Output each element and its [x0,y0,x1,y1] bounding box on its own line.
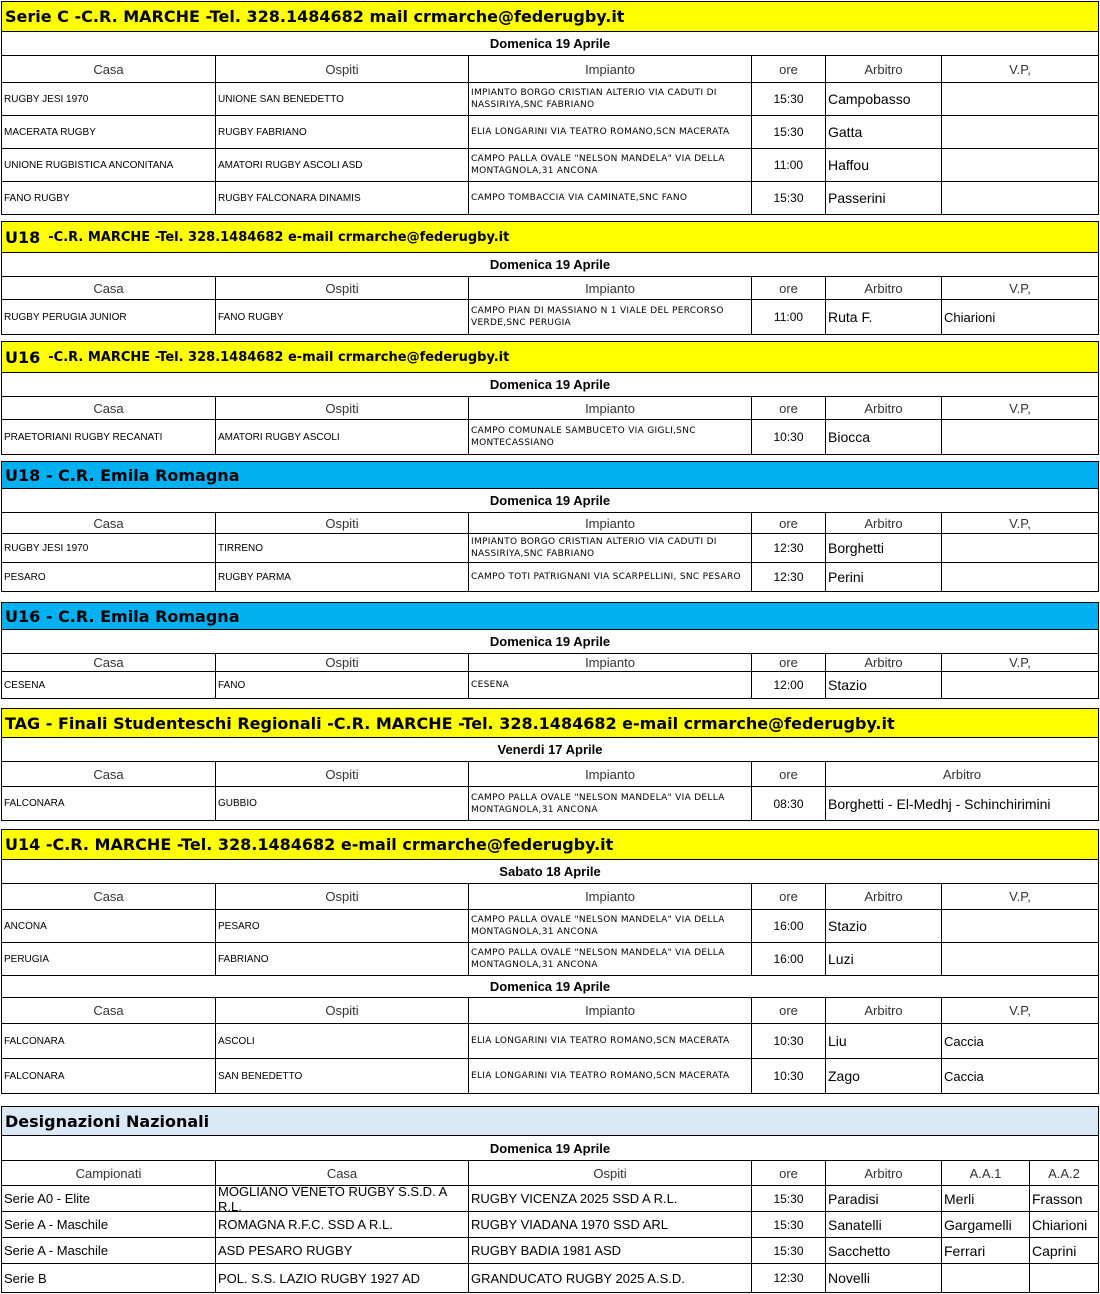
cell-ore: 15:30 [752,116,826,149]
section-header-u16-marche [1,341,1099,373]
column-header-vp: V.P, [942,513,1099,534]
cell-casa: PRAETORIANI RUGBY RECANATI [1,420,216,455]
column-header-arbitro: Arbitro [826,998,942,1024]
cell-ospiti: RUGBY FABRIANO [216,116,469,149]
cell-ore: 15:30 [752,182,826,215]
date-row: Domenica 19 Aprile [1,253,1099,277]
section-header-u16-er [1,602,1099,630]
column-header-ospiti: Ospiti [216,277,469,300]
cell-impianto: CAMPO TOTI PATRIGNANI VIA SCARPELLINI, SNC PESARO [469,563,752,592]
table-row [1,672,1099,699]
column-header-arbitro: Arbitro [826,654,942,672]
cell-aa2 [1030,1264,1099,1293]
table-row [1,149,1099,182]
date-row: Sabato 18 Aprile [1,860,1099,884]
column-header-ore: ore [752,654,826,672]
cell-ore: 08:30 [752,787,826,821]
cell-ospiti: AMATORI RUGBY ASCOLI [216,420,469,455]
cell-impianto: CAMPO COMUNALE SAMBUCETO VIA GIGLI,SNC MONTECASSIANO [469,420,752,455]
cell-ospiti: ASCOLI [216,1024,469,1059]
cell-casa: FALCONARA [1,1024,216,1059]
cell-impianto: CAMPO PALLA OVALE "NELSON MANDELA" VIA DELLA MONTAGNOLA,31 ANCONA [469,787,752,821]
table-row [1,116,1099,149]
column-header-vp: V.P, [942,884,1099,910]
cell-arbitro: Borghetti [826,534,942,563]
cell-ore: 12:30 [752,563,826,592]
cell-impianto: IMPIANTO BORGO CRISTIAN ALTERIO VIA CADUTI DI NASSIRIYA,SNC FABRIANO [469,83,752,116]
cell-casa: CESENA [1,672,216,699]
column-header-ospiti: Ospiti [216,56,469,83]
date-row: Domenica 19 Aprile [1,32,1099,56]
column-header-row [1,1161,1099,1186]
national-row [1,1212,1099,1238]
cell-ore: 15:30 [752,1238,826,1264]
cell-vp [942,116,1099,149]
table-row [1,787,1099,821]
table-row [1,943,1099,976]
cell-campionato: Serie A - Maschile [1,1238,216,1264]
column-header-campionati: Campionati [1,1161,216,1186]
column-header-casa: Casa [1,513,216,534]
section-title: -C.R. MARCHE -Tel. 328.1484682 e-mail crmarche@federugby.it [48,349,510,365]
column-header-impianto: Impianto [469,56,752,83]
cell-vp [942,910,1099,943]
table-row [1,300,1099,335]
column-header-arbitro: Arbitro [826,56,942,83]
column-header-arbitro: Arbitro [826,1161,942,1186]
cell-casa: PERUGIA [1,943,216,976]
column-header-row [1,397,1099,420]
cell-vp [942,534,1099,563]
cell-ospiti: FABRIANO [216,943,469,976]
cell-ospiti: RUGBY FALCONARA DINAMIS [216,182,469,215]
column-header-casa: Casa [1,762,216,787]
column-header-vp: V.P, [942,397,1099,420]
cell-vp [942,563,1099,592]
cell-arbitro: Biocca [826,420,942,455]
cell-ospiti: FANO [216,672,469,699]
table-row [1,1059,1099,1094]
date-row: Domenica 19 Aprile [1,630,1099,654]
section-title: U18 - C.R. Emila Romagna [5,465,240,485]
cell-vp: Chiarioni [942,300,1099,335]
column-header-ore: ore [752,884,826,910]
section-title: U16 - C.R. Emila Romagna [5,606,240,626]
cell-vp [942,182,1099,215]
cell-arbitro: Paradisi [826,1186,942,1212]
column-header-ospiti: Ospiti [216,762,469,787]
cell-vp [942,943,1099,976]
cell-impianto: CAMPO PALLA OVALE "NELSON MANDELA" VIA DELLA MONTAGNOLA,31 ANCONA [469,910,752,943]
cell-vp: Caccia [942,1024,1099,1059]
section-title: Designazioni Nazionali [5,1111,210,1131]
column-header-ore: ore [752,397,826,420]
cell-casa: ANCONA [1,910,216,943]
column-header-ore: ore [752,277,826,300]
cell-casa: PESARO [1,563,216,592]
cell-ore: 15:30 [752,1186,826,1212]
cell-arbitro: Zago [826,1059,942,1094]
cell-impianto: CESENA [469,672,752,699]
column-header-row [1,762,1099,787]
cell-ospiti: RUGBY BADIA 1981 ASD [469,1238,752,1264]
section-header-tag [1,708,1099,738]
column-header-impianto: Impianto [469,998,752,1024]
column-header-ospiti: Ospiti [216,654,469,672]
cell-impianto: ELIA LONGARINI VIA TEATRO ROMANO,SCN MACERATA [469,1059,752,1094]
cell-vp [942,672,1099,699]
column-header-vp: V.P, [942,277,1099,300]
table-row [1,534,1099,563]
cell-vp: Caccia [942,1059,1099,1094]
cell-arbitro: Passerini [826,182,942,215]
section-title: TAG - Finali Studenteschi Regionali -C.R. MARCHE -Tel. 328.1484682 e-mail crmarche@federugby.it [5,713,895,733]
cell-ore: 10:30 [752,1059,826,1094]
date-row: Domenica 19 Aprile [1,373,1099,397]
cell-ore: 11:00 [752,300,826,335]
cell-casa: POL. S.S. LAZIO RUGBY 1927 AD [216,1264,469,1293]
cell-campionato: Serie A0 - Elite [1,1186,216,1212]
cell-ore: 11:00 [752,149,826,182]
column-header-ore: ore [752,762,826,787]
cell-impianto: CAMPO TOMBACCIA VIA CAMINATE,SNC FANO [469,182,752,215]
section-title: Serie C -C.R. MARCHE -Tel. 328.1484682 mail crmarche@federugby.it [5,7,625,26]
cell-casa: FALCONARA [1,787,216,821]
table-row [1,563,1099,592]
national-row [1,1264,1099,1293]
cell-ospiti: RUGBY VICENZA 2025 SSD A R.L. [469,1186,752,1212]
column-header-impianto: Impianto [469,513,752,534]
cell-arbitro: Campobasso [826,83,942,116]
cell-ore: 12:00 [752,672,826,699]
column-header-impianto: Impianto [469,762,752,787]
cell-arbitro: Novelli [826,1264,942,1293]
cell-arbitro: Borghetti - El-Medhj - Schinchirimini [826,787,1099,821]
cell-ospiti: UNIONE SAN BENEDETTO [216,83,469,116]
cell-ospiti: GRANDUCATO RUGBY 2025 A.S.D. [469,1264,752,1293]
column-header-casa: Casa [1,56,216,83]
cell-casa: ASD PESARO RUGBY [216,1238,469,1264]
cell-campionato: Serie B [1,1264,216,1293]
cell-vp [942,149,1099,182]
cell-arbitro: Liu [826,1024,942,1059]
column-header-impianto: Impianto [469,397,752,420]
column-header-aa2: A.A.2 [1030,1161,1099,1186]
cell-casa: MOGLIANO VENETO RUGBY S.S.D. A R.L. [216,1186,469,1212]
section-code: U18 [5,227,41,247]
column-header-impianto: Impianto [469,654,752,672]
date-row: Domenica 19 Aprile [1,976,1099,998]
cell-ore: 15:30 [752,83,826,116]
section-header-u18-er [1,461,1099,489]
table-row [1,83,1099,116]
cell-casa: ROMAGNA R.F.C. SSD A R.L. [216,1212,469,1238]
column-header-impianto: Impianto [469,277,752,300]
column-header-ospiti: Ospiti [216,998,469,1024]
cell-ospiti: TIRRENO [216,534,469,563]
cell-ospiti: RUGBY PARMA [216,563,469,592]
column-header-vp: V.P, [942,654,1099,672]
column-header-ospiti: Ospiti [469,1161,752,1186]
column-header-ore: ore [752,513,826,534]
cell-impianto: IMPIANTO BORGO CRISTIAN ALTERIO VIA CADUTI DI NASSIRIYA,SNC FABRIANO [469,534,752,563]
cell-arbitro: Sacchetto [826,1238,942,1264]
cell-arbitro: Luzi [826,943,942,976]
cell-ore: 15:30 [752,1212,826,1238]
table-row [1,910,1099,943]
cell-ospiti: RUGBY VIADANA 1970 SSD ARL [469,1212,752,1238]
column-header-casa: Casa [1,884,216,910]
column-header-arbitro: Arbitro [826,762,1099,787]
cell-ore: 16:00 [752,910,826,943]
cell-aa2: Caprini [1030,1238,1099,1264]
cell-ospiti: SAN BENEDETTO [216,1059,469,1094]
column-header-ore: ore [752,56,826,83]
cell-arbitro: Gatta [826,116,942,149]
national-row [1,1186,1099,1212]
cell-vp [942,83,1099,116]
column-header-casa: Casa [1,397,216,420]
table-row [1,420,1099,455]
section-title: -C.R. MARCHE -Tel. 328.1484682 e-mail crmarche@federugby.it [48,229,510,245]
cell-ore: 10:30 [752,420,826,455]
cell-ospiti: GUBBIO [216,787,469,821]
section-header-u14 [1,829,1099,860]
cell-impianto: ELIA LONGARINI VIA TEATRO ROMANO,SCN MACERATA [469,1024,752,1059]
column-header-ospiti: Ospiti [216,513,469,534]
cell-arbitro: Sanatelli [826,1212,942,1238]
cell-campionato: Serie A - Maschile [1,1212,216,1238]
section-title: U14 -C.R. MARCHE -Tel. 328.1484682 e-mail crmarche@federugby.it [5,835,614,854]
cell-impianto: CAMPO PALLA OVALE "NELSON MANDELA" VIA DELLA MONTAGNOLA,31 ANCONA [469,943,752,976]
cell-aa1 [942,1264,1030,1293]
column-header-ore: ore [752,1161,826,1186]
column-header-row [1,998,1099,1024]
section-header-nazionali [1,1106,1099,1136]
cell-arbitro: Haffou [826,149,942,182]
cell-casa: MACERATA RUGBY [1,116,216,149]
cell-casa: UNIONE RUGBISTICA ANCONITANA [1,149,216,182]
cell-ore: 12:30 [752,534,826,563]
date-row: Domenica 19 Aprile [1,1136,1099,1161]
cell-arbitro: Perini [826,563,942,592]
column-header-casa: Casa [1,277,216,300]
section-header-serie-c [1,1,1099,32]
cell-ospiti: AMATORI RUGBY ASCOLI ASD [216,149,469,182]
column-header-row [1,56,1099,83]
section-code: U16 [5,347,41,367]
cell-ospiti: PESARO [216,910,469,943]
cell-ore: 16:00 [752,943,826,976]
column-header-arbitro: Arbitro [826,884,942,910]
cell-ore: 10:30 [752,1024,826,1059]
column-header-row [1,654,1099,672]
column-header-ospiti: Ospiti [216,397,469,420]
column-header-row [1,884,1099,910]
cell-arbitro: Ruta F. [826,300,942,335]
cell-aa1: Ferrari [942,1238,1030,1264]
cell-impianto: ELIA LONGARINI VIA TEATRO ROMANO,SCN MACERATA [469,116,752,149]
cell-casa: RUGBY JESI 1970 [1,83,216,116]
column-header-vp: V.P, [942,998,1099,1024]
column-header-arbitro: Arbitro [826,277,942,300]
table-row [1,182,1099,215]
cell-arbitro: Stazio [826,910,942,943]
cell-impianto: CAMPO PIAN DI MASSIANO N 1 VIALE DEL PERCORSO VERDE,SNC PERUGIA [469,300,752,335]
cell-aa1: Gargamelli [942,1212,1030,1238]
column-header-arbitro: Arbitro [826,513,942,534]
cell-ospiti: FANO RUGBY [216,300,469,335]
cell-casa: RUGBY PERUGIA JUNIOR [1,300,216,335]
cell-impianto: CAMPO PALLA OVALE "NELSON MANDELA" VIA DELLA MONTAGNOLA,31 ANCONA [469,149,752,182]
cell-casa: FALCONARA [1,1059,216,1094]
column-header-row [1,513,1099,534]
column-header-arbitro: Arbitro [826,397,942,420]
section-header-u18-marche [1,221,1099,253]
column-header-row [1,277,1099,300]
column-header-ore: ore [752,998,826,1024]
cell-aa1: Merli [942,1186,1030,1212]
column-header-vp: V.P, [942,56,1099,83]
date-row: Domenica 19 Aprile [1,489,1099,513]
cell-casa: RUGBY JESI 1970 [1,534,216,563]
cell-casa: FANO RUGBY [1,182,216,215]
cell-aa2: Frasson [1030,1186,1099,1212]
column-header-casa: Casa [1,654,216,672]
column-header-aa1: A.A.1 [942,1161,1030,1186]
column-header-casa: Casa [1,998,216,1024]
cell-vp [942,420,1099,455]
column-header-casa: Casa [216,1161,469,1186]
national-row [1,1238,1099,1264]
column-header-ospiti: Ospiti [216,884,469,910]
column-header-impianto: Impianto [469,884,752,910]
cell-arbitro: Stazio [826,672,942,699]
table-row [1,1024,1099,1059]
date-row: Venerdi 17 Aprile [1,738,1099,762]
cell-ore: 12:30 [752,1264,826,1293]
cell-aa2: Chiarioni [1030,1212,1099,1238]
